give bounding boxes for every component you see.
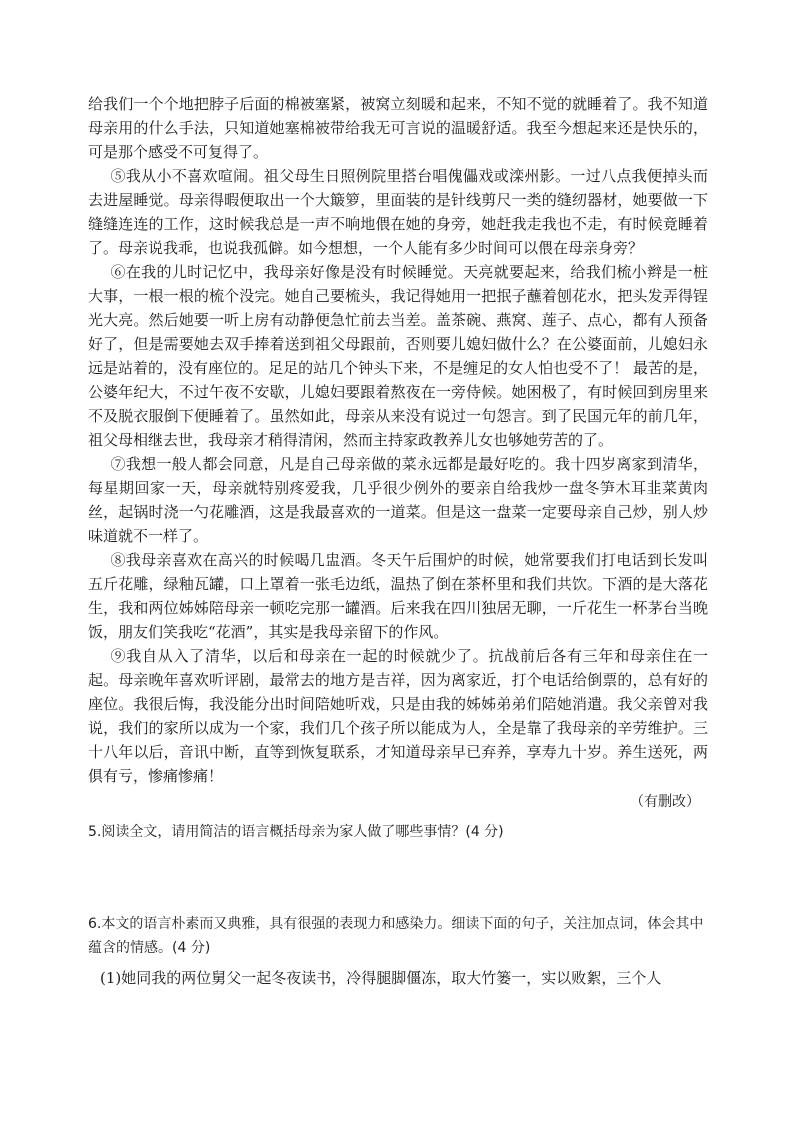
paragraph-7: ⑦我想一般人都会同意，凡是自己母亲做的菜永远都是最好吃的。我十四岁离家到清华，每星期回家一天，母亲就特别疼爱我，几乎很少例外的要亲自给我炒一盘冬笋木耳韭菜黄肉丝，起锅时浇一勺花雕酒，这是我最喜欢的一道菜。但是这一盘菜一定要母亲自己炒，别人炒味道就不一样了。 bbox=[88, 455, 708, 545]
document-page bbox=[88, 92, 708, 990]
question-6-item-1 bbox=[88, 966, 708, 990]
dotted-char: 以 bbox=[556, 966, 571, 990]
answer-space-5 bbox=[88, 844, 708, 906]
dotted-char: 实 bbox=[541, 966, 556, 990]
paragraph-continued: 给我们一个个地把脖子后面的棉被塞紧，被窝立刻暖和起来，不知不觉的就睡着了。我不知道母亲用的什么手法，只知道她塞棉被带给我无可言说的温暖舒适。我至今想起来还是快乐的，可是那个感受不可复得了。 bbox=[88, 95, 708, 161]
source-note: （有删改） bbox=[630, 794, 700, 810]
paragraph-9: ⑨我自从入了清华，以后和母亲在一起的时候就少了。抗战前后各有三年和母亲住在一起。母亲晚年喜欢听评剧，最常去的地方是吉祥，因为离家近，打个电话给倒票的，总有好的座位。我很后悔，我没能分出时间陪她听戏，只是由我的姊姊弟弟们陪她消遣。我父亲曾对我说，我们的家所以成为一个家，我们几个孩子所以能成为人，全是靠了我母亲的辛劳维护。三十八年以后，音讯中断，直等到恢复联系，才知道母亲早已弃养，享寿九十岁。养生送死，两俱有亏，惨痛惨痛！ bbox=[88, 647, 708, 785]
dotted-char: 絮 bbox=[586, 966, 601, 990]
question-6-item-1-prefix: (1)她同我的两位舅父一起冬夜读书，冷得腿脚僵冻，取大竹篓一， bbox=[100, 969, 542, 987]
question-6: 6.本文的语言朴素而又典雅，具有很强的表现力和感染力。细读下面的句子，关注加点词，体会其中蕴含的情感。(4 分) bbox=[88, 916, 704, 956]
dotted-char: 败 bbox=[571, 966, 586, 990]
question-6-item-1-suffix: ，三个人 bbox=[601, 969, 662, 987]
question-5: 5.阅读全文，请用简洁的语言概括母亲为家人做了哪些事情？(4 分) bbox=[88, 824, 504, 840]
paragraph-8: ⑧我母亲喜欢在高兴的时候喝几盅酒。冬天午后围炉的时候，她常要我们打电话到长发叫五斤花雕，绿釉瓦罐，口上罩着一张毛边纸，温热了倒在茶杯里和我们共饮。下酒的是大落花生，我和两位姊姊陪母亲一顿吃完那一罐酒。后来我在四川独居无聊，一斤花生一杯茅台当晚饭，朋友们笑我吃“花酒”，其实是我母亲留下的作风。 bbox=[88, 551, 708, 641]
paragraph-5: ⑤我从小不喜欢喧闹。祖父母生日照例院里搭台唱傀儡戏或滦州影。一过八点我便掉头而去进屋睡觉。母亲得暇便取出一个大簸箩，里面装的是针线剪尺一类的缝纫器材，她要做一下缝缝连连的工作，这时候我总是一声不响地偎在她的身旁，她赶我走我也不走，有时候竟睡着了。母亲说我乖，也说我孤僻。如今想想，一个人能有多少时间可以偎在母亲身旁？ bbox=[88, 167, 708, 257]
paragraph-6: ⑥在我的儿时记忆中，我母亲好像是没有时候睡觉。天亮就要起来，给我们梳小辫是一桩大事，一根一根的梳个没完。她自己要梳头，我记得她用一把抿子蘸着刨花水，把头发弄得锃光大亮。然后她要一听上房有动静便急忙前去当差。盖茶碗、燕窝、莲子、点心，都有人预备好了，但是需要她去双手捧着送到祖父母跟前，否则要儿媳妇做什么？在公婆面前，儿媳妇永远是站着的，没有座位的。足足的站几个钟头下来，不是缠足的女人怕也受不了！ 最苦的是，公婆年纪大，不过午夜不安歇，儿媳妇要跟着熬夜在一旁侍候。她困极了，有时候回到房里来不及脱衣服倒下便睡着了。虽然如此，母亲从来没有说过一句怨言。到了民国元年的前几年，祖父母相继去世，我母亲才稍得清闲，然而主持家政教养儿女也够她劳苦的了。 bbox=[88, 263, 708, 449]
